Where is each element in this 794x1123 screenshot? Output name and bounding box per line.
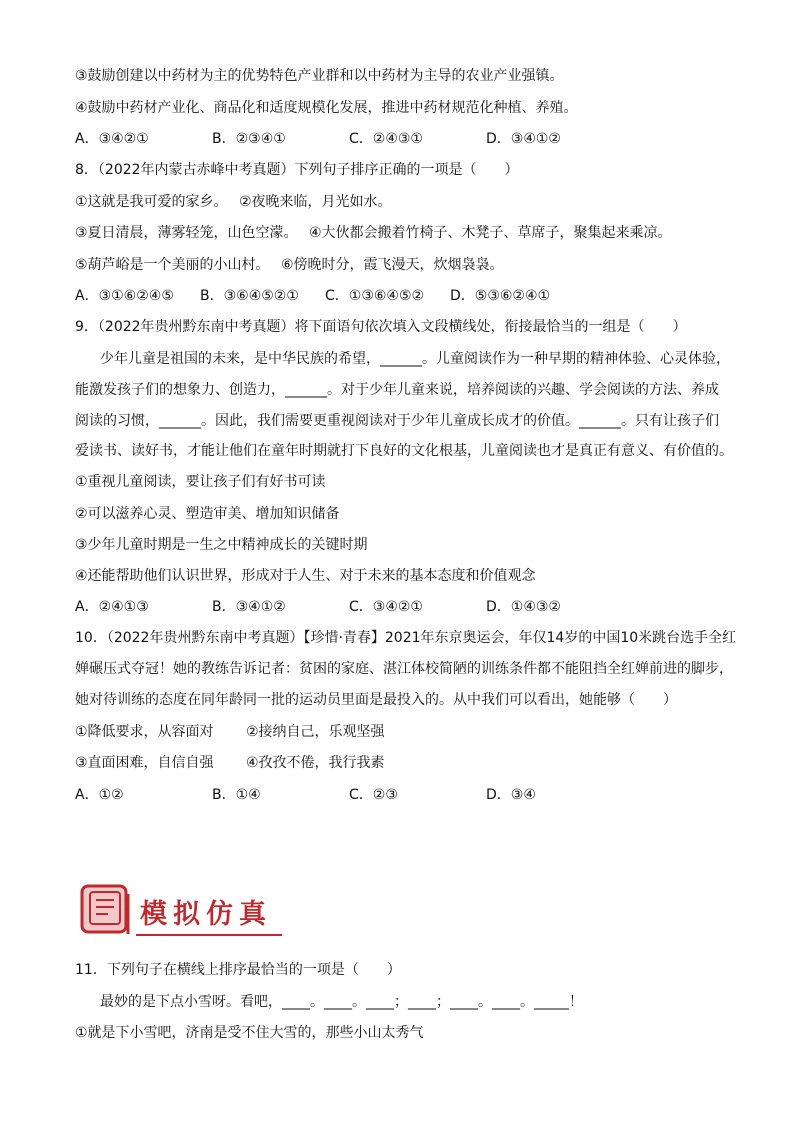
q8-option-a: A．③①⑥②④⑤	[75, 288, 174, 304]
q8-options	[75, 286, 575, 306]
q10-row-1: ①降低要求，从容面对 ②接纳自己，乐观坚强	[75, 724, 385, 740]
q7-option-a: A．③④②①	[75, 131, 149, 147]
q10-row-2: ③直面困难，自信自强 ④孜孜不倦，我行我素	[75, 755, 385, 771]
q8-row-2: ③夏日清晨，薄雾轻笼，山色空濛。 ④大伙都会搬着竹椅子、木凳子、草席子，聚集起来乘凉。	[75, 225, 672, 241]
q9-paragraph-line-1: 少年儿童是祖国的未来，是中华民族的希望，______。儿童阅读作为一种早期的精神体验、心灵体验，	[100, 351, 730, 367]
q10-stem-line-1: 10．（2022年贵州黔东南中考真题）【珍惜·青春】2021年东京奥运会，年仅14岁的中国10米跳台选手全红	[75, 630, 737, 646]
q8-option-c: C．①③⑥④⑤②	[325, 288, 425, 304]
q8-row-1: ①这就是我可爱的家乡。 ②夜晚来临，月光如水。	[75, 194, 392, 210]
q8-option-b: B．③⑥④⑤②①	[200, 288, 299, 304]
q7-options	[75, 129, 623, 149]
q9-option-a: A．②④①③	[75, 599, 149, 615]
q9-item-3: ③少年儿童时期是一生之中精神成长的关键时期	[75, 537, 368, 553]
q9-option-c: C．③④②①	[349, 599, 423, 615]
q9-paragraph-line-4: 爱读书、读好书，才能让他们在童年时期就打下良好的文化根基，儿童阅读也才是真正有意义、有价值的。	[75, 443, 733, 459]
q7-option-b: B．②③④①	[212, 131, 286, 147]
q10-option-c: C．②③	[349, 787, 398, 803]
q9-option-d: D．①④③②	[486, 599, 561, 615]
q10-option-b: B．①④	[212, 787, 261, 803]
q10-stem-line-3: 她对待训练的态度在同年龄同一批的运动员里面是最投入的。从中我们可以看出，她能够（ ）	[75, 692, 677, 708]
q11-stem: 11．下列句子在横线上排序最恰当的一项是（ ）	[75, 962, 401, 978]
q9-option-b: B．③④①②	[212, 599, 286, 615]
q10-stem-line-2: 婵碾压式夺冠！她的教练告诉记者：贫困的家庭、湛江体校简陋的训练条件都不能阻挡全红婵前进的脚步，	[75, 661, 733, 677]
q9-stem: 9．（2022年贵州黔东南中考真题）将下面语句依次填入文段横线处，衔接最恰当的一组是（ ）	[75, 319, 687, 335]
q10-option-a: A．①②	[75, 787, 124, 803]
q8-option-d: D．⑤③⑥②④①	[450, 288, 551, 304]
section-title: 模拟仿真	[140, 899, 272, 930]
q9-item-4: ④还能帮助他们认识世界，形成对于人生、对于未来的基本态度和价值观念	[75, 568, 536, 584]
q9-paragraph-line-2: 能激发孩子们的想象力、创造力，______。对于少年儿童来说，培养阅读的兴趣、学会阅读的方法、养成	[75, 382, 719, 398]
q11-item-1: ①就是下小雪吧，济南是受不住大雪的，那些小山太秀气	[75, 1025, 424, 1041]
q8-stem: 8．（2022年内蒙古赤峰中考真题）下列句子排序正确的一项是（ ）	[75, 162, 519, 178]
q8-row-3: ⑤葫芦峪是一个美丽的小山村。 ⑥傍晚时分，霞飞漫天，炊烟袅袅。	[75, 257, 504, 273]
q10-options	[75, 785, 623, 805]
section-title-underline	[136, 934, 282, 936]
q10-option-d: D．③④	[486, 787, 536, 803]
q9-options	[75, 597, 623, 617]
q9-item-1: ①重视儿童阅读，要让孩子们有好书可读	[75, 474, 326, 490]
q9-paragraph-line-3: 阅读的习惯，______。因此，我们需要更重视阅读对于少年儿童成长成才的价值。______。只有让孩子们	[75, 413, 719, 429]
q9-item-2: ②可以滋养心灵、塑造审美、增加知识储备	[75, 506, 340, 522]
q11-paragraph: 最妙的是下点小雪呀。看吧，____。____。____；____；____。____。_____！	[100, 994, 583, 1010]
q7-option-d: D．③④①②	[486, 131, 561, 147]
q7-option-c: C．②④③①	[349, 131, 423, 147]
q7-item-3: ③鼓励创建以中药材为主的优势特色产业群和以中药材为主导的农业产业强镇。	[75, 68, 564, 84]
q7-item-4: ④鼓励中药材产业化、商品化和适度规模化发展，推进中药材规范化种植、养殖。	[75, 100, 578, 116]
